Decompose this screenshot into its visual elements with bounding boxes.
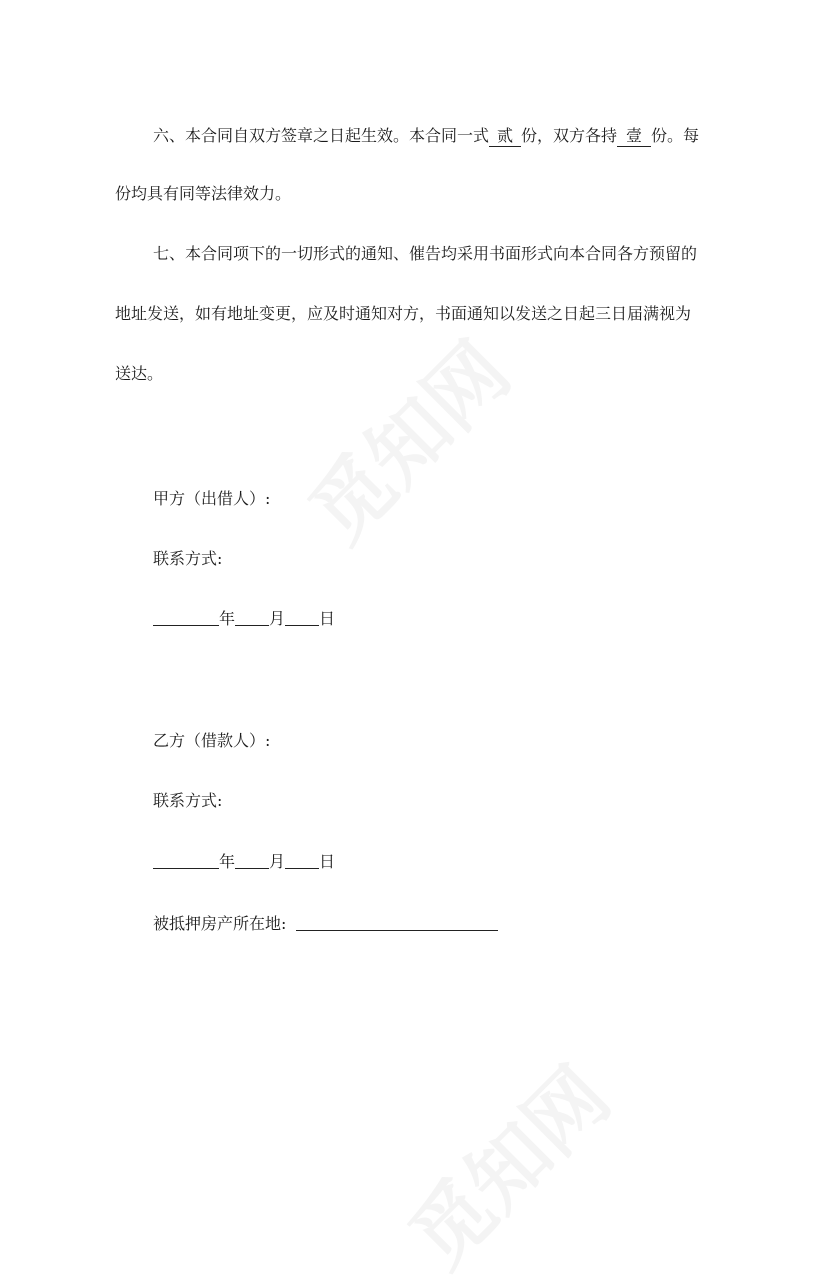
clause-6-text-b: 份，双方各持 [521, 126, 618, 145]
party-b-year-blank[interactable] [153, 852, 219, 869]
clause-7-line-3: 送达。 [115, 364, 164, 383]
watermark-bottom [379, 1037, 630, 1288]
party-b-date [153, 851, 763, 873]
clause-6-text-a: 六、本合同自双方签章之日起生效。本合同一式 [153, 126, 490, 145]
property-location-line [153, 913, 763, 935]
party-a-day-label: 日 [319, 609, 336, 628]
property-location-blank[interactable] [296, 914, 498, 931]
party-b-contact: 联系方式: [153, 791, 223, 810]
party-a-month-blank[interactable] [235, 609, 269, 626]
party-a-year-blank[interactable] [153, 609, 219, 626]
clause-6-line-2: 份均具有同等法律效力。 [115, 184, 292, 203]
property-location-label: 被抵押房产所在地: [153, 914, 287, 933]
clause-6-line-1 [153, 125, 763, 147]
clause-7-line-2: 地址发送，如有地址变更，应及时通知对方，书面通知以发送之日起三日届满视为 [115, 304, 692, 323]
party-b-day-blank[interactable] [285, 852, 319, 869]
clause-6-text-c: 份。每 [651, 126, 700, 145]
party-a-month-label: 月 [269, 609, 286, 628]
party-b-month-label: 月 [269, 852, 286, 871]
party-a-label: 甲方（出借人）: [153, 489, 271, 508]
party-b-year-label: 年 [219, 852, 236, 871]
party-a-day-blank[interactable] [285, 609, 319, 626]
party-a-contact: 联系方式: [153, 549, 223, 568]
party-a-date [153, 608, 763, 630]
party-b-day-label: 日 [319, 852, 336, 871]
party-b-label: 乙方（借款人）: [153, 731, 271, 750]
clause-7-line-1: 七、本合同项下的一切形式的通知、催告均采用书面形式向本合同各方预留的 [153, 244, 698, 263]
party-a-year-label: 年 [219, 609, 236, 628]
watermark [279, 312, 530, 563]
copies-total-field: 贰 [489, 126, 521, 147]
party-b-month-blank[interactable] [235, 852, 269, 869]
copies-each-field: 壹 [617, 126, 651, 147]
